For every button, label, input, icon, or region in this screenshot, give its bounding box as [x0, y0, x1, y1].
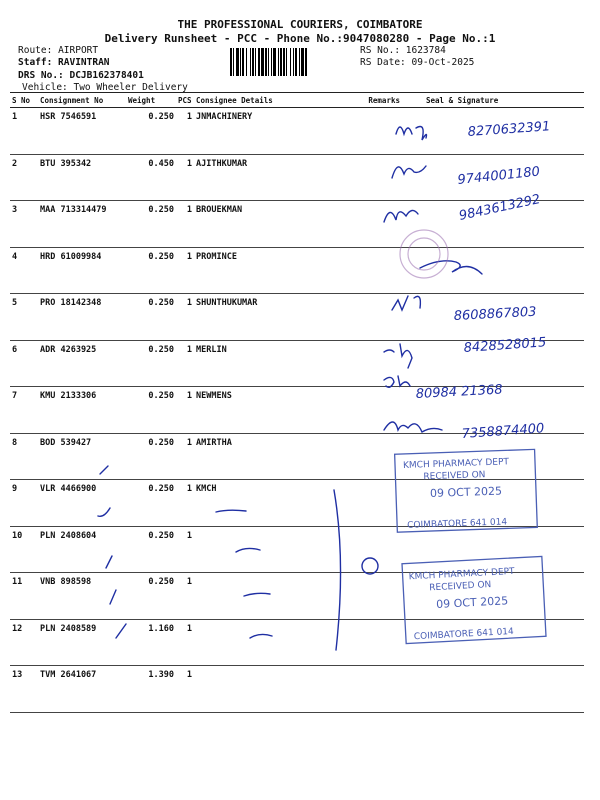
cell-consignee	[194, 573, 346, 620]
rs-number: RS No.: 1623784	[360, 45, 446, 56]
cell-consignee: BROUEKMAN	[194, 201, 346, 248]
sig-note-6: 8428528015	[463, 335, 547, 356]
cell-pcs: 1	[176, 294, 194, 341]
cell-seal	[402, 573, 584, 620]
cell-remarks	[346, 666, 402, 713]
col-seal: Seal & Signature	[402, 93, 584, 108]
cell-consignment: HRD 61009984	[38, 247, 126, 294]
cell-remarks	[346, 619, 402, 666]
table-row	[10, 526, 584, 573]
barcode-bar	[278, 48, 279, 76]
cell-consignee: SHUNTHUKUMAR	[194, 294, 346, 341]
cell-sno: 6	[10, 340, 38, 387]
sig-note-8: 7358874400	[461, 421, 545, 442]
col-weight: Weight	[126, 93, 176, 108]
cell-remarks	[346, 480, 402, 527]
cell-sno: 10	[10, 526, 38, 573]
cell-remarks	[346, 573, 402, 620]
cell-consignment: TVM 2641067	[38, 666, 126, 713]
sig-note-3: 9843613292	[457, 192, 542, 224]
cell-consignee: JNMACHINERY	[194, 108, 346, 155]
cell-seal	[402, 294, 584, 341]
stamp1-line2: RECEIVED ON	[423, 470, 486, 483]
table-row	[10, 666, 584, 713]
barcode-bar	[236, 48, 239, 76]
cell-remarks	[346, 526, 402, 573]
cell-sno: 13	[10, 666, 38, 713]
cell-remarks	[346, 433, 402, 480]
table-row	[10, 619, 584, 666]
table-row	[10, 387, 584, 434]
cell-consignee: NEWMENS	[194, 387, 346, 434]
cell-pcs: 1	[176, 247, 194, 294]
cell-consignee: KMCH	[194, 480, 346, 527]
cell-consignee	[194, 666, 346, 713]
cell-pcs: 1	[176, 340, 194, 387]
cell-weight: 0.250	[126, 573, 176, 620]
table-row	[10, 573, 584, 620]
vehicle-line: Vehicle: Two Wheeler Delivery	[22, 82, 188, 93]
barcode	[230, 48, 354, 76]
col-consignment: Consignment No	[38, 93, 126, 108]
stamp2-line2: RECEIVED ON	[429, 580, 492, 594]
cell-weight: 0.250	[126, 480, 176, 527]
barcode-bar	[280, 48, 282, 76]
cell-pcs: 1	[176, 573, 194, 620]
cell-consignment: MAA 713314479	[38, 201, 126, 248]
cell-weight: 0.250	[126, 247, 176, 294]
barcode-bar	[268, 48, 269, 76]
cell-seal	[402, 201, 584, 248]
table-row	[10, 154, 584, 201]
col-pcs: PCS	[176, 93, 194, 108]
table-row	[10, 433, 584, 480]
cell-consignee	[194, 619, 346, 666]
cell-weight: 0.250	[126, 433, 176, 480]
route-value: AIRPORT	[58, 45, 99, 56]
cell-pcs: 1	[176, 619, 194, 666]
cell-weight: 0.450	[126, 154, 176, 201]
barcode-bar	[252, 48, 254, 76]
table-row	[10, 108, 584, 155]
cell-sno: 1	[10, 108, 38, 155]
cell-sno: 11	[10, 573, 38, 620]
cell-sno: 2	[10, 154, 38, 201]
cell-sno: 12	[10, 619, 38, 666]
cell-seal	[402, 247, 584, 294]
cell-weight: 1.390	[126, 666, 176, 713]
barcode-bar	[290, 48, 291, 76]
sig-note-5: 8608867803	[453, 304, 537, 324]
cell-sno: 5	[10, 294, 38, 341]
barcode-bar	[286, 48, 287, 76]
cell-consignee	[194, 526, 346, 573]
cell-seal	[402, 480, 584, 527]
cell-weight: 0.250	[126, 108, 176, 155]
stamp1-city: COIMBATORE 641 014	[406, 517, 508, 531]
cell-weight: 0.250	[126, 201, 176, 248]
route-line	[18, 45, 98, 56]
table-row	[10, 340, 584, 387]
cell-pcs: 1	[176, 108, 194, 155]
cell-pcs: 1	[176, 526, 194, 573]
cell-pcs: 1	[176, 480, 194, 527]
cell-consignment: KMU 2133306	[38, 387, 126, 434]
cell-seal	[402, 433, 584, 483]
barcode-bar	[299, 48, 300, 76]
cell-seal	[402, 526, 584, 573]
barcode-bar	[295, 48, 297, 76]
cell-pcs: 1	[176, 154, 194, 201]
cell-seal	[402, 154, 584, 201]
cell-remarks	[346, 294, 402, 341]
barcode-bar	[233, 48, 234, 76]
cell-consignment: VNB 898598	[38, 573, 126, 620]
cell-remarks	[346, 108, 402, 155]
cell-pcs: 1	[176, 201, 194, 248]
stamp2-line1: KMCH PHARMACY DEPT	[408, 566, 515, 583]
runsheet-table	[10, 92, 584, 713]
sig-note-7: 80984 21368	[415, 382, 503, 402]
cell-pcs: 1	[176, 666, 194, 713]
cell-sno: 4	[10, 247, 38, 294]
barcode-bar	[273, 48, 276, 76]
cell-sno: 9	[10, 480, 38, 527]
cell-consignment: ADR 4263925	[38, 340, 126, 387]
cell-consignment: PLN 2408604	[38, 526, 126, 573]
table-row	[10, 480, 584, 527]
col-consignee: Consignee Details	[194, 93, 346, 108]
barcode-bar	[230, 48, 232, 76]
cell-remarks	[346, 201, 402, 248]
table-row	[10, 294, 584, 341]
barcode-bar	[258, 48, 260, 76]
cell-sno: 8	[10, 433, 38, 480]
page-title: THE PROFESSIONAL COURIERS, COIMBATORE	[177, 18, 423, 31]
cell-pcs: 1	[176, 387, 194, 434]
cell-weight: 1.160	[126, 619, 176, 666]
cell-remarks	[346, 387, 402, 434]
cell-seal	[402, 387, 584, 434]
barcode-bar	[242, 48, 244, 76]
barcode-bar	[246, 48, 247, 76]
sig-note-1: 8270632391	[467, 119, 551, 140]
barcode-bar	[261, 48, 264, 76]
cell-consignment: HSR 7546591	[38, 108, 126, 155]
cell-consignee: PROMINCE	[194, 247, 346, 294]
stamp2-city: COIMBATORE 641 014	[413, 626, 515, 643]
barcode-bar	[240, 48, 241, 76]
cell-weight: 0.250	[126, 387, 176, 434]
cell-consignment: PRO 18142348	[38, 294, 126, 341]
route-label: Route:	[18, 45, 53, 56]
barcode-bar	[271, 48, 272, 76]
drs-number: DRS No.: DCJB162378401	[18, 70, 144, 81]
cell-consignment: BOD 539427	[38, 433, 126, 480]
cell-consignee: MERLIN	[194, 340, 346, 387]
page-subtitle: Delivery Runsheet - PCC - Phone No.:9047080280 - Page No.:1	[104, 32, 496, 45]
col-sno: S No	[10, 93, 38, 108]
cell-remarks	[346, 154, 402, 201]
staff-line: Staff: RAVINTRAN	[18, 57, 110, 68]
cell-seal	[402, 666, 584, 713]
cell-remarks	[346, 247, 402, 294]
cell-pcs: 1	[176, 433, 194, 480]
cell-consignee: AJITHKUMAR	[194, 154, 346, 201]
cell-weight: 0.250	[126, 340, 176, 387]
col-remarks: Remarks	[346, 93, 402, 108]
cell-sno: 3	[10, 201, 38, 248]
cell-remarks	[346, 340, 402, 387]
stamp1-line1: KMCH PHARMACY DEPT	[402, 457, 510, 471]
cell-consignment: BTU 395342	[38, 154, 126, 201]
cell-sno: 7	[10, 387, 38, 434]
barcode-bar	[265, 48, 267, 76]
barcode-bar	[293, 48, 294, 76]
table-row	[10, 247, 584, 294]
barcode-bar	[305, 48, 307, 76]
rs-date: RS Date: 09-Oct-2025	[360, 57, 475, 68]
cell-consignee: AMIRTHA	[194, 433, 346, 480]
barcode-bar	[301, 48, 304, 76]
table-header-row	[10, 93, 584, 108]
stamp1-date: 09 OCT 2025	[429, 484, 503, 501]
table-row	[10, 201, 584, 248]
cell-seal	[402, 108, 584, 155]
cell-seal	[402, 340, 584, 387]
cell-seal	[402, 619, 584, 666]
barcode-bar	[250, 48, 251, 76]
cell-consignment: VLR 4466900	[38, 480, 126, 527]
stamp2-date: 09 OCT 2025	[435, 594, 509, 611]
barcode-bar	[283, 48, 285, 76]
cell-weight: 0.250	[126, 526, 176, 573]
cell-consignment: PLN 2408589	[38, 619, 126, 666]
cell-weight: 0.250	[126, 294, 176, 341]
sig-note-2: 9744001180	[456, 164, 541, 188]
barcode-bar	[255, 48, 256, 76]
